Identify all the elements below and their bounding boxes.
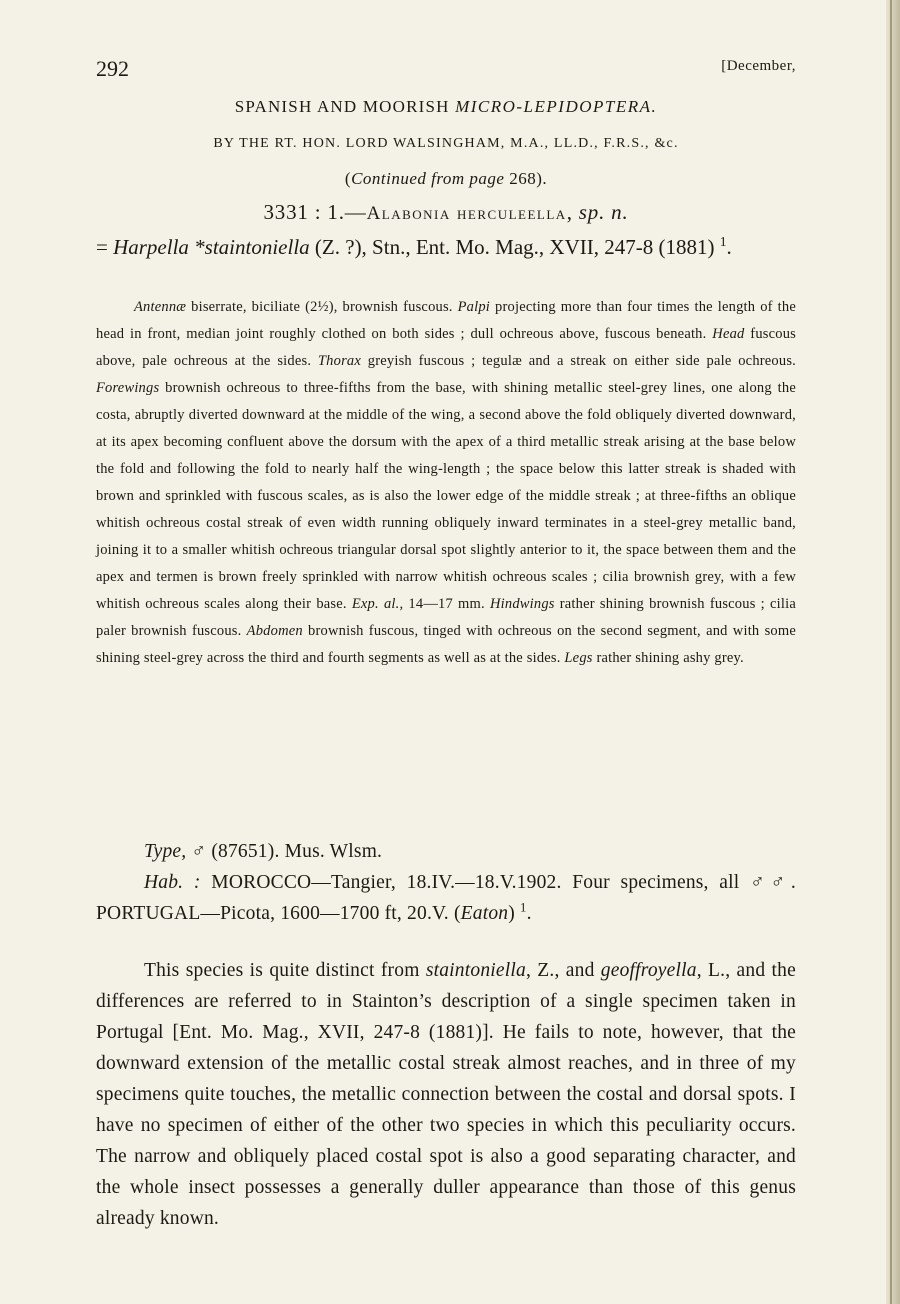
italic-term: Antennæ: [134, 299, 187, 315]
type-specimen-line: [96, 836, 796, 867]
footnote-marker: 1: [719, 234, 727, 249]
species-name: Alabonia herculeella: [366, 203, 567, 224]
continued-italic: Continued from page: [351, 169, 505, 188]
footnote-marker: 1: [520, 900, 527, 915]
italic-term: Palpi: [457, 299, 491, 315]
habitat-paragraph: [96, 867, 796, 929]
title-italic: MICRO-LEPIDOPTERA.: [455, 97, 658, 116]
text-run: , L., and the differences are referred to in Stainton’s description of a single specimen taken in Portugal [Ent. Mo. Mag., XVII, 247-8 (1881)]. He fails to note, however, that the downward extension of the metallic costal streak almost reaches, and in three of my specimens quite touches, the metallic connection between the costal and dorsal spots. I have no specimen of either of the other two species in which this peculiarity occurs. The narrow and obliquely placed costal spot is also a good separating character, and the whole insect possesses a generally duller appearance than those of this genus already known.: [96, 960, 796, 1229]
synonym-name: Harpella *staintoniella: [113, 235, 310, 259]
italic-term: Forewings: [96, 380, 160, 396]
species-status: sp. n.: [578, 200, 629, 224]
italic-term: Hindwings: [489, 596, 555, 612]
text-run: rather shining brownish fuscous ; cilia paler brownish fuscous.: [96, 596, 796, 639]
author-line: BY THE RT. HON. LORD WALSINGHAM, M.A., LL.D., F.R.S., &c.: [213, 136, 679, 151]
italic-term: geoffroyella: [600, 960, 697, 981]
article-title: [96, 97, 796, 117]
italic-term: Abdomen: [246, 623, 303, 639]
text-run: ♂ (87651). Mus. Wlsm.: [186, 841, 383, 862]
continued-note: (Continued from page 268).: [344, 169, 548, 188]
italic-term: Thorax: [317, 353, 362, 369]
remarks-paragraph: [96, 955, 796, 1234]
text-run: .: [526, 903, 532, 924]
running-head: [December,: [721, 58, 796, 74]
italic-term: Eaton: [460, 903, 509, 924]
italic-term: Hab. :: [144, 872, 201, 893]
italic-term: Type,: [144, 841, 187, 862]
text-run: biserrate, biciliate (2½), brownish fuscous.: [186, 299, 458, 315]
text-run: rather shining ashy grey.: [592, 650, 744, 666]
text-run: brownish fuscous, tinged with ochreous on the second segment, and with some shining steel-grey across the third and fourth segments as well as at the sides.: [96, 623, 796, 666]
species-number: 3331 : 1.—: [263, 200, 367, 224]
text-run: 14—17 mm.: [403, 596, 490, 612]
page-edge-line: [890, 0, 892, 1304]
page-edge-shadow: [886, 0, 900, 1304]
species-heading: 3331 : 1.—Alabonia herculeella, sp. n.: [263, 200, 629, 224]
text-run: fuscous above, pale ochreous at the sides.: [96, 326, 797, 369]
page-number: 292: [96, 56, 129, 81]
italic-term: staintoniella: [425, 960, 526, 981]
synonym-citation: (Z. ?), Stn., Ent. Mo. Mag., XVII, 247-8 (1881): [309, 235, 720, 259]
italic-term: Head: [712, 326, 745, 342]
title-text: SPANISH AND MOORISH: [234, 97, 456, 116]
page-header: [96, 56, 796, 86]
italic-term: Legs: [564, 650, 593, 666]
text-run: projecting more than four times the length of the head in front, median joint roughly clothed on both sides ; dull ochreous above, fuscous beneath.: [96, 299, 796, 342]
text-run: greyish fuscous ; tegulæ and a streak on either side pale ochreous.: [361, 353, 796, 369]
text-run: MOROCCO—Tangier, 18.IV.—18.V.1902. Four specimens, all ♂♂. PORTUGAL—Picota, 1600—1700 ft, 20.V. (: [96, 872, 796, 924]
italic-term: Exp. al.,: [351, 596, 404, 612]
text-run: This species is quite distinct from: [144, 960, 426, 981]
synonymy-line: = Harpella *staintoniella (Z. ?), Stn., Ent. Mo. Mag., XVII, 247-8 (1881) $^1$.: [96, 234, 732, 259]
text-run: ): [508, 903, 521, 924]
description-paragraph: [96, 294, 796, 672]
text-run: brownish ochreous to three-fifths from the base, with shining metallic steel-grey lines, one along the costa, abruptly diverted downward at the middle of the wing, a second above the fold obliquely diverted downward, at its apex becoming confluent above the dorsum with the apex of a third metallic streak arising at the base below the fold and following the fold to nearly half the wing-length ; the space below this latter streak is shaded with brown and sprinkled with fuscous scales, as is also the lower edge of the middle streak ; at three-fifths an oblique whitish ochreous costal streak of even width running obliquely inward terminates in a steel-grey metallic band, joining it to a smaller whitish ochreous triangular dorsal spot slightly anterior to it, the space between them and the apex and termen is brown freely sprinkled with narrow whitish ochreous scales ; cilia brownish grey, with a few whitish ochreous scales along their base.: [96, 380, 796, 612]
text-run: , Z., and: [525, 960, 601, 981]
